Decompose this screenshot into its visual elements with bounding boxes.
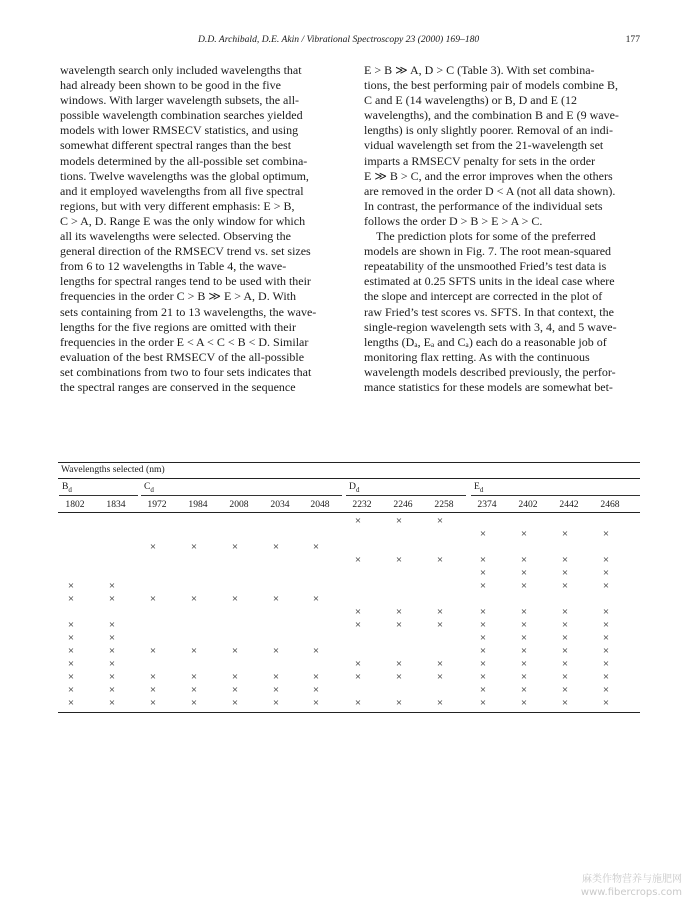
selected-mark: × (231, 671, 239, 683)
table-row (58, 593, 640, 606)
selected-mark: × (479, 528, 487, 540)
selected-mark: × (108, 658, 116, 670)
selected-mark: × (395, 515, 403, 527)
selected-mark: × (108, 593, 116, 605)
selected-mark: × (520, 632, 528, 644)
selected-mark: × (67, 580, 75, 592)
selected-mark: × (520, 580, 528, 592)
selected-mark: × (520, 567, 528, 579)
selected-mark: × (479, 658, 487, 670)
left_column-line: models with lower RMSECV statistics, and using (60, 123, 299, 138)
running-head (60, 34, 640, 48)
selected-mark: × (479, 671, 487, 683)
right_column-line: vidual wavelength set from the 21-wavelength set (364, 138, 604, 153)
selected-mark: × (312, 593, 320, 605)
left_column-line: had already been shown to be good in the five (60, 78, 281, 93)
selected-mark: × (561, 619, 569, 631)
selected-mark: × (436, 606, 444, 618)
selected-mark: × (520, 619, 528, 631)
selected-mark: × (312, 684, 320, 696)
right_column-line: raw Fried’s test scores vs. SFTS. In that context, the (364, 304, 614, 319)
selected-mark: × (602, 606, 610, 618)
selected-mark: × (520, 671, 528, 683)
selected-mark: × (190, 697, 198, 709)
selected-mark: × (67, 684, 75, 696)
selected-mark: × (190, 684, 198, 696)
left_column-line: general direction of the RMSECV trend vs. set sizes (60, 244, 311, 259)
wavelength-column-header: 2374 (477, 499, 497, 510)
selected-mark: × (312, 645, 320, 657)
selected-mark: × (479, 554, 487, 566)
right_column-line: The prediction plots for some of the preferred (376, 229, 596, 244)
selected-mark: × (602, 671, 610, 683)
left_column-line: the spectral ranges are conserved in the sequence (60, 379, 296, 394)
selected-mark: × (520, 606, 528, 618)
selected-mark: × (108, 580, 116, 592)
selected-mark: × (436, 697, 444, 709)
left_column-line: tions. Twelve wavelengths was the global optimum, (60, 168, 309, 183)
selected-mark: × (520, 684, 528, 696)
left_column-line: all its wavelengths were selected. Observing the (60, 229, 291, 244)
table-row (58, 671, 640, 684)
wavelength-column-header: 1802 (65, 499, 85, 510)
left_column-line: lengths for spectral ranges tend to be used with their (60, 274, 311, 289)
selected-mark: × (190, 671, 198, 683)
group-label (62, 481, 72, 494)
selected-mark: × (561, 567, 569, 579)
selected-mark: × (395, 671, 403, 683)
selected-mark: × (479, 697, 487, 709)
selected-mark: × (479, 619, 487, 631)
right-text-column (364, 63, 639, 395)
right_column-line: estimated at 0.25 SFTS units in the ideal case where (364, 274, 615, 289)
selected-mark: × (561, 658, 569, 670)
selected-mark: × (149, 697, 157, 709)
wavelength-column-header: 2468 (600, 499, 620, 510)
group-label (349, 481, 359, 494)
selected-mark: × (602, 528, 610, 540)
selected-mark: × (108, 619, 116, 631)
selected-mark: × (561, 671, 569, 683)
right_column-line: lengths (Dₐ, Eₐ and Cₐ) each do a reasonable job of (364, 334, 607, 349)
wavelength-column-header: 2034 (270, 499, 290, 510)
group-subscript: d (150, 485, 154, 494)
right_column-line: models are shown in Fig. 7. The root mean-squared (364, 244, 612, 259)
selected-mark: × (354, 658, 362, 670)
group-label (144, 481, 154, 494)
table-row (58, 515, 640, 528)
selected-mark: × (231, 697, 239, 709)
right_column-line: follows the order D > B > E > A > C. (364, 213, 543, 228)
selected-mark: × (149, 645, 157, 657)
selected-mark: × (561, 606, 569, 618)
selected-mark: × (436, 515, 444, 527)
table-top-rule (58, 462, 640, 463)
selected-mark: × (561, 684, 569, 696)
selected-mark: × (561, 697, 569, 709)
selected-mark: × (67, 658, 75, 670)
left_column-line: lengths for the five regions are omitted with their (60, 319, 296, 334)
selected-mark: × (149, 671, 157, 683)
selected-mark: × (602, 684, 610, 696)
table-column-header-rule (58, 512, 640, 513)
selected-mark: × (149, 593, 157, 605)
table-row (58, 541, 640, 554)
selected-mark: × (231, 684, 239, 696)
wavelength-column-header: 1834 (106, 499, 126, 510)
selected-mark: × (312, 671, 320, 683)
wavelength-column-header: 2048 (310, 499, 330, 510)
selected-mark: × (149, 684, 157, 696)
right_column-line: In contrast, the performance of the individual sets (364, 198, 603, 213)
selected-mark: × (354, 606, 362, 618)
wavelength-column-header: 2008 (229, 499, 249, 510)
right_column-line: wavelength models described previously, the perfor- (364, 364, 616, 379)
left_column-line: C > A, D. Range E was the only window for which (60, 213, 306, 228)
selected-mark: × (67, 697, 75, 709)
right_column-line: E ≫ B > C, and the error improves when the others (364, 168, 613, 183)
left_column-line: frequencies in the order C > B ≫ E > A, D. With (60, 289, 297, 304)
selected-mark: × (108, 697, 116, 709)
table-header-rule (58, 478, 640, 479)
group-underline (59, 495, 138, 496)
selected-mark: × (231, 645, 239, 657)
selected-mark: × (108, 671, 116, 683)
right_column-line: single-region wavelength sets with 3, 4, and 5 wave- (364, 319, 617, 334)
left_column-line: evaluation of the best RMSECV of the all-possible (60, 349, 305, 364)
group-subscript: d (479, 485, 484, 494)
site-watermark (522, 873, 682, 901)
right_column-line: C and E (14 wavelengths) or B, D and E (12 (364, 93, 577, 108)
selected-mark: × (520, 554, 528, 566)
selected-mark: × (354, 554, 362, 566)
selected-mark: × (108, 684, 116, 696)
group-letter: C (144, 481, 151, 492)
selected-mark: × (231, 541, 239, 553)
table-bottom-rule (58, 712, 640, 713)
table-row (58, 645, 640, 658)
selected-mark: × (479, 606, 487, 618)
left_column-line: from 6 to 12 wavelengths in Table 4, the wave- (60, 259, 287, 274)
left_column-line: set combinations from two to four sets indicates that (60, 364, 312, 379)
selected-mark: × (520, 697, 528, 709)
selected-mark: × (602, 580, 610, 592)
right_column-line: lengths) is only slightly poorer. Removal of an indi- (364, 123, 613, 138)
group-letter: E (474, 481, 480, 492)
group-underline (141, 495, 342, 496)
left_column-line: regions, but with very different emphasis: E > B, (60, 198, 295, 213)
selected-mark: × (602, 632, 610, 644)
selected-mark: × (67, 632, 75, 644)
table-row (58, 606, 640, 619)
group-subscript: d (68, 485, 72, 494)
selected-mark: × (395, 619, 403, 631)
selected-mark: × (479, 632, 487, 644)
selected-mark: × (436, 671, 444, 683)
table-row (58, 580, 640, 593)
group-underline (471, 495, 640, 496)
table-row (58, 697, 640, 710)
selected-mark: × (312, 541, 320, 553)
selected-mark: × (272, 684, 280, 696)
table-row (58, 554, 640, 567)
table-row (58, 619, 640, 632)
selected-mark: × (436, 554, 444, 566)
selected-mark: × (272, 697, 280, 709)
wavelength-column-header: 1972 (147, 499, 167, 510)
selected-mark: × (602, 567, 610, 579)
table-row (58, 567, 640, 580)
left_column-line: windows. With larger wavelength subsets, the all- (60, 93, 300, 108)
right_column-line: the slope and intercept are corrected in the plot of (364, 289, 603, 304)
selected-mark: × (479, 567, 487, 579)
left_column-line: somewhat different spectral ranges than the best (60, 138, 292, 153)
selected-mark: × (561, 645, 569, 657)
table-row (58, 632, 640, 645)
left_column-line: wavelength search only included wavelengths that (60, 63, 302, 77)
selected-mark: × (561, 632, 569, 644)
selected-mark: × (108, 632, 116, 644)
group-underline (346, 495, 466, 496)
watermark-line-2: www.fibercrops.com (580, 887, 682, 898)
group-label (474, 481, 483, 494)
selected-mark: × (272, 541, 280, 553)
selected-mark: × (436, 658, 444, 670)
wavelength-column-header: 1984 (188, 499, 208, 510)
running-title: D.D. Archibald, D.E. Akin / Vibrational Spectroscopy 23 (2000) 169–180 (198, 34, 480, 45)
selected-mark: × (395, 554, 403, 566)
wavelength-column-header: 2246 (393, 499, 413, 510)
table-row (58, 528, 640, 541)
table-header-label: Wavelengths selected (nm) (61, 464, 165, 475)
right_column-line: tions, the best performing pair of models combine B, (364, 78, 618, 93)
selected-mark: × (67, 671, 75, 683)
right_column-line: repeatability of the unsmoothed Fried’s test data is (364, 259, 607, 274)
right_column-line: are removed in the order D < A (not all data shown). (364, 183, 616, 198)
left_column-line: frequencies in the order E < A < C < B < D. Similar (60, 334, 309, 349)
selected-mark: × (149, 541, 157, 553)
selected-mark: × (190, 593, 198, 605)
table-row (58, 658, 640, 671)
selected-mark: × (436, 619, 444, 631)
selected-mark: × (354, 671, 362, 683)
selected-mark: × (395, 658, 403, 670)
selected-mark: × (602, 554, 610, 566)
selected-mark: × (561, 528, 569, 540)
group-subscript: d (355, 485, 360, 494)
right_column-line: imparts a RMSECV penalty for sets in the order (364, 153, 596, 168)
selected-mark: × (520, 645, 528, 657)
group-letter: D (349, 481, 356, 492)
wavelength-column-header: 2258 (434, 499, 454, 510)
selected-mark: × (67, 593, 75, 605)
watermark-line-1: 麻类作物营养与施肥网 (582, 874, 682, 885)
selected-mark: × (479, 580, 487, 592)
selected-mark: × (602, 658, 610, 670)
selected-mark: × (190, 645, 198, 657)
selected-mark: × (561, 580, 569, 592)
selected-mark: × (67, 619, 75, 631)
selected-mark: × (520, 528, 528, 540)
selected-mark: × (602, 645, 610, 657)
left-text-column (60, 63, 335, 395)
selected-mark: × (272, 671, 280, 683)
selected-mark: × (561, 554, 569, 566)
selected-mark: × (108, 645, 116, 657)
selected-mark: × (231, 593, 239, 605)
selected-mark: × (479, 684, 487, 696)
right_column-line: wavelengths), and the combination B and E (9 wave- (364, 108, 619, 123)
selected-mark: × (354, 697, 362, 709)
selected-mark: × (272, 645, 280, 657)
selected-mark: × (395, 606, 403, 618)
page-number: 177 (625, 34, 640, 45)
selected-mark: × (602, 697, 610, 709)
wavelength-column-header: 2442 (559, 499, 579, 510)
left_column-line: and it employed wavelengths from all five spectral (60, 183, 304, 198)
selected-mark: × (272, 593, 280, 605)
selected-mark: × (354, 619, 362, 631)
wavelength-column-header: 2232 (352, 499, 372, 510)
group-letter: B (62, 481, 69, 492)
selected-mark: × (479, 645, 487, 657)
left_column-line: possible wavelength combination searches yielded (60, 108, 303, 123)
selected-mark: × (67, 645, 75, 657)
left_column-line: sets containing from 21 to 13 wavelengths, the wave- (60, 304, 317, 319)
selected-mark: × (520, 658, 528, 670)
selected-mark: × (395, 697, 403, 709)
wavelength-column-header: 2402 (518, 499, 538, 510)
selected-mark: × (190, 541, 198, 553)
right_column-line: mance statistics for these models are somewhat bet- (364, 379, 613, 394)
selected-mark: × (312, 697, 320, 709)
right_column-line: monitoring flax retting. As with the continuous (364, 349, 590, 364)
selected-mark: × (602, 619, 610, 631)
selected-mark: × (354, 515, 362, 527)
table-row (58, 684, 640, 697)
right_column-line: E > B ≫ A, D > C (Table 3). With set combina- (364, 63, 595, 77)
left_column-line: models determined by the all-possible set combina- (60, 153, 308, 168)
